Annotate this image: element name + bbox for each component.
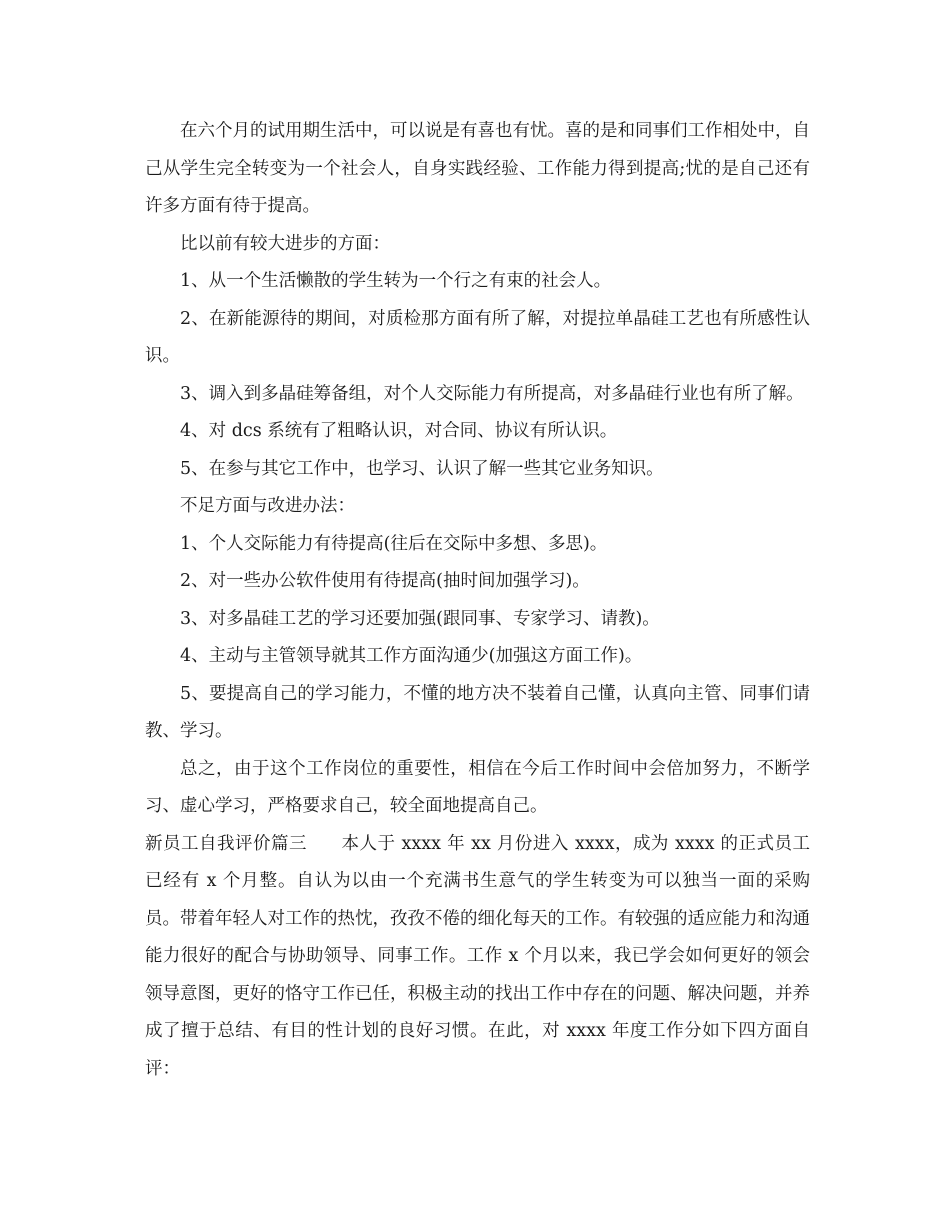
list-item-progress-5: 5、在参与其它工作中，也学习、认识了解一些其它业务知识。	[180, 458, 664, 479]
list-item-shortcoming-3: 3、对多晶硅工艺的学习还要加强(跟同事、专家学习、请教)。	[180, 608, 660, 629]
paragraph-intro: 在六个月的试用期生活中，可以说是有喜也有忧。喜的是和同事们工作相处中，自己从学生完全转变为一个社会人，自身实践经验、工作能力得到提高;忧的是自己还有许多方面有待于提高。	[145, 121, 810, 216]
paragraph-shortcomings-heading: 不足方面与改进办法：	[180, 496, 355, 516]
section-three-heading: 新员工自我评价篇三	[145, 833, 307, 854]
paragraph-progress-heading: 比以前有较大进步的方面：	[180, 233, 390, 254]
paragraph-conclusion: 总之，由于这个工作岗位的重要性，相信在今后工作时间中会倍加努力，不断学习、虚心学习，严格要求自己，较全面地提高自己。	[145, 758, 810, 816]
list-item-shortcoming-2: 2、对一些办公软件使用有待提高(抽时间加强学习)。	[180, 571, 590, 591]
section-three	[145, 826, 810, 1089]
list-item-shortcoming-1: 1、个人交际能力有待提高(往后在交际中多想、多思)。	[180, 533, 608, 554]
list-item-shortcoming-5: 5、要提高自己的学习能力，不懂的地方决不装着自己懂，认真向主管、同事们请教、学习。	[145, 683, 810, 741]
list-item-shortcoming-4: 4、主动与主管领导就其工作方面沟通少(加强这方面工作)。	[180, 646, 643, 666]
list-item-progress-1: 1、从一个生活懒散的学生转为一个行之有束的社会人。	[180, 271, 612, 291]
document-body	[145, 113, 810, 1088]
list-item-progress-3: 3、调入到多晶硅筹备组，对个人交际能力有所提高，对多晶硅行业也有所了解。	[180, 383, 804, 404]
list-item-progress-2: 2、在新能源待的期间，对质检那方面有所了解，对提拉单晶硅工艺也有所感性认识。	[145, 308, 810, 366]
section-three-body: 本人于 xxxx 年 xx 月份进入 xxxx，成为 xxxx 的正式员工已经有 x 个月整。自认为以由一个充满书生意气的学生转变为可以独当一面的采购员。带着年轻人对工作的热忱，孜孜不倦的细化每天的工作。有较强的适应能力和沟通能力很好的配合与协助领导、同事工作。工作 x 个月以来，我已学会如何更好的领会领导意图，更好的恪守工作已任，积极主动的找出工作中存在的问题、解决问题，并养成了擅于总结、有目的性计划的良好习惯。在此，对 xxxx 年度工作分如下四方面自评：	[145, 833, 811, 1079]
list-item-progress-4: 4、对 dcs 系统有了粗略认识，对合同、协议有所认识。	[180, 421, 618, 441]
